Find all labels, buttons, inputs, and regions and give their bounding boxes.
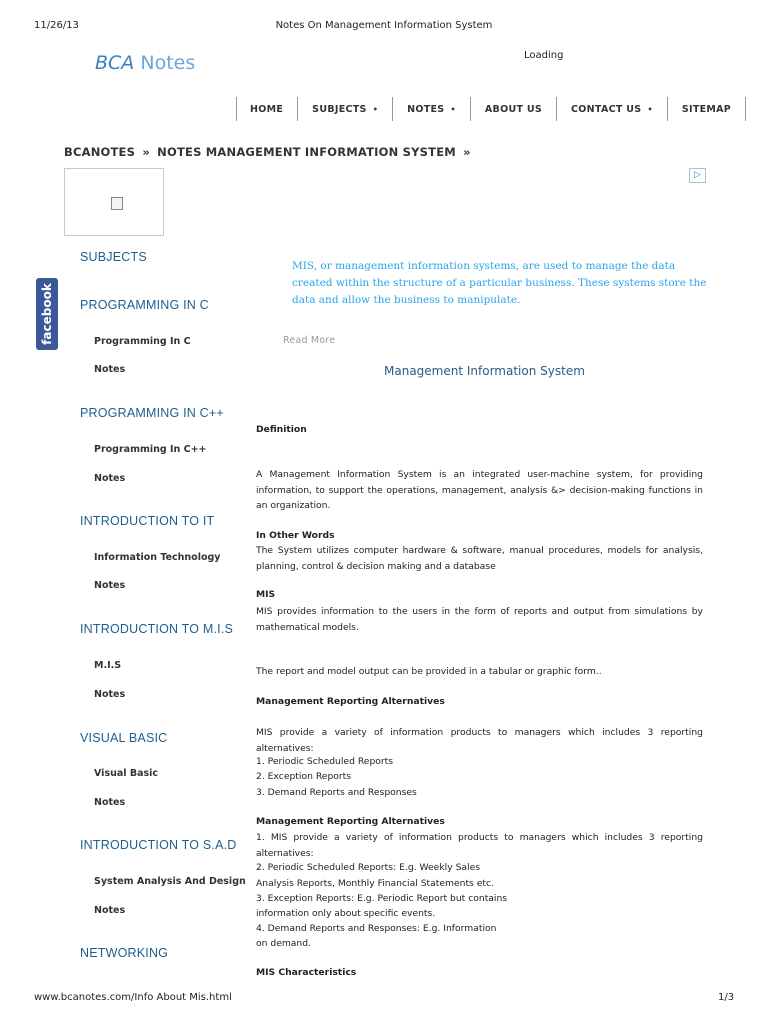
breadcrumb-sep: »	[142, 145, 150, 159]
report-paragraph: The report and model output can be provided in a tabular or graphic form..	[256, 666, 602, 677]
nav-home[interactable]	[236, 97, 298, 121]
sidebar-link[interactable]: M.I.S	[94, 660, 122, 671]
breadcrumb-trail: »	[463, 145, 471, 159]
characteristics-heading: MIS Characteristics	[256, 967, 357, 978]
logo-notes: Notes	[140, 52, 196, 74]
sidebar-link[interactable]: Notes	[94, 473, 126, 484]
definition-paragraph: A Management Information System is an integrated user-machine system, for providing information, to support the operations, management, analysis &> decision-making functions in an organization.	[256, 469, 703, 511]
sidebar-section-title[interactable]: INTRODUCTION TO M.I.S	[80, 622, 234, 636]
list-item: 3. Demand Reports and Responses	[256, 787, 417, 798]
read-more-link[interactable]: Read More	[283, 335, 336, 346]
sidebar-section-title[interactable]: INTRODUCTION TO S.A.D	[80, 838, 237, 852]
sidebar-section-title[interactable]: INTRODUCTION TO IT	[80, 514, 215, 528]
dropdown-dot-icon: •	[450, 104, 456, 114]
print-footer-page: 1/3	[718, 992, 735, 1003]
logo-bca: BCA	[95, 52, 135, 74]
list-item: on demand.	[256, 938, 312, 949]
ad-image-box[interactable]	[64, 168, 164, 236]
mra2-heading: Management Reporting Alternatives	[256, 816, 445, 827]
print-footer-url: www.bcanotes.com/Info About Mis.html	[34, 992, 232, 1003]
broken-image-icon	[111, 197, 123, 210]
sidebar-link[interactable]: Information Technology	[94, 552, 221, 563]
loading-text: Loading	[524, 50, 564, 61]
nav-subjects[interactable]	[298, 97, 393, 121]
main-nav	[236, 95, 746, 123]
list-item: Analysis Reports, Monthly Financial Statements etc.	[256, 878, 494, 889]
other-words-heading: In Other Words	[256, 530, 335, 541]
mis-paragraph: MIS provides information to the users in the form of reports and output from simulations by mathematical models.	[256, 606, 703, 633]
sidebar-link[interactable]: Notes	[94, 905, 126, 916]
list-item: 2. Periodic Scheduled Reports: E.g. Weekly Sales	[256, 862, 481, 873]
sidebar-link[interactable]: Programming In C++	[94, 444, 207, 455]
site-logo[interactable]	[95, 52, 195, 74]
nav-divider	[236, 97, 237, 121]
nav-contact-label: CONTACT US	[571, 103, 642, 115]
nav-sitemap[interactable]	[668, 97, 746, 121]
facebook-tab[interactable]	[36, 278, 58, 350]
teaser-text: MIS, or management information systems, are used to manage the data created within the structure of a particular business. These systems store the data and allow the business to manipulate.	[292, 260, 707, 306]
breadcrumb-home[interactable]: BCANOTES	[64, 145, 136, 159]
mra-heading: Management Reporting Alternatives	[256, 696, 445, 707]
list-item: 2. Exception Reports	[256, 771, 352, 782]
sidebar-section-title[interactable]: NETWORKING	[80, 946, 169, 960]
nav-subjects-label: SUBJECTS	[312, 103, 367, 115]
nav-notes-label: NOTES	[407, 103, 445, 115]
other-words-paragraph: The System utilizes computer hardware & software, manual procedures, models for analysis, planning, control & decision making and a database	[256, 545, 703, 572]
sidebar-link[interactable]: Notes	[94, 689, 126, 700]
print-date: 11/26/13	[34, 20, 79, 31]
dropdown-dot-icon: •	[647, 104, 653, 114]
nav-about-us[interactable]	[471, 97, 557, 121]
breadcrumb-current[interactable]: NOTES MANAGEMENT INFORMATION SYSTEM	[157, 145, 456, 159]
sidebar-link[interactable]: Notes	[94, 580, 126, 591]
sidebar-link[interactable]: Visual Basic	[94, 768, 159, 779]
nav-sitemap-label: SITEMAP	[681, 103, 732, 115]
sidebar-link[interactable]: Notes	[94, 364, 126, 375]
sidebar-link[interactable]: Programming In C	[94, 336, 191, 347]
article-title: Management Information System	[384, 364, 585, 378]
mis-heading: MIS	[256, 589, 276, 600]
list-item: information only about specific events.	[256, 908, 436, 919]
nav-contact-us[interactable]	[557, 97, 668, 121]
list-item: 3. Exception Reports: E.g. Periodic Report but contains	[256, 893, 508, 904]
print-title: Notes On Management Information System	[275, 20, 493, 31]
breadcrumb	[64, 145, 474, 159]
nav-notes[interactable]	[393, 97, 471, 121]
dropdown-dot-icon: •	[372, 104, 379, 114]
nav-about-label: ABOUT US	[484, 103, 543, 115]
mra-paragraph: MIS provide a variety of information products to managers which includes 3 reporting alternatives:	[256, 727, 703, 754]
sidebar-link[interactable]: System Analysis And Design	[94, 876, 246, 887]
sidebar-section-title[interactable]: PROGRAMMING IN C	[80, 298, 209, 312]
definition-heading: Definition	[256, 424, 307, 435]
sidebar-section-title[interactable]: VISUAL BASIC	[80, 731, 168, 745]
sidebar-section-title[interactable]: PROGRAMMING IN C++	[80, 406, 224, 420]
facebook-label: facebook	[40, 283, 54, 345]
nav-home-label: HOME	[250, 103, 284, 115]
adchoices-icon[interactable]: ▷	[689, 168, 706, 183]
sidebar-heading: SUBJECTS	[80, 250, 147, 264]
mra2-paragraph: 1. MIS provide a variety of information products to managers which includes 3 reporting alternatives:	[256, 832, 703, 859]
sidebar-link[interactable]: Notes	[94, 797, 126, 808]
list-item: 4. Demand Reports and Responses: E.g. Information	[256, 923, 497, 934]
list-item: 1. Periodic Scheduled Reports	[256, 756, 394, 767]
